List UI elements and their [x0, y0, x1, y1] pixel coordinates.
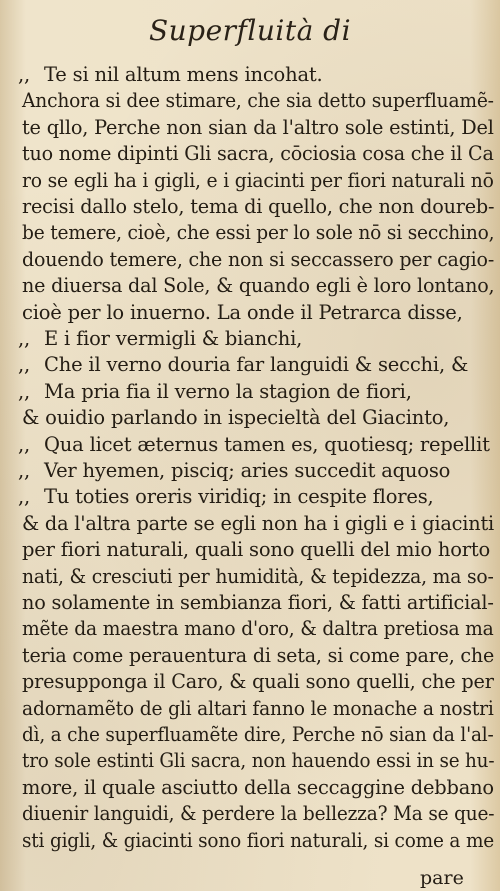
line-text: tuo nome dipinti Gli sacra, cōciosia cosa che il Ca	[22, 142, 494, 166]
line-text: mẽte da maestra mano d'oro, & daltra pretiosa ma	[22, 617, 494, 641]
text-line	[22, 775, 494, 801]
text-line	[22, 564, 494, 590]
line-text: be temere, cioè, che essi per lo sole nō si secchino,	[22, 221, 495, 245]
line-text: recisi dallo stelo, tema di quello, che non doureb-	[22, 195, 495, 218]
text-line	[22, 247, 494, 273]
quotation-mark: ,,	[18, 327, 30, 350]
quotation-mark: ,,	[18, 353, 30, 377]
line-text: ne diuersa dal Sole, & quando egli è loro lontano,	[22, 274, 495, 298]
line-text: adornamẽto de gli altari fanno le monache a nostri	[22, 696, 494, 720]
text-line	[22, 141, 494, 167]
line-text: Qua licet æternus tamen es, quotiesq; repellit	[44, 432, 490, 456]
text-line	[22, 616, 494, 642]
line-text: cioè per lo inuerno. La onde il Petrarca disse,	[22, 300, 463, 324]
quotation-mark: ,,	[18, 63, 30, 86]
text-line	[22, 537, 490, 563]
text-line	[22, 801, 494, 827]
line-text: nati, & cresciuti per humidità, & tepidezza, ma so-	[22, 564, 494, 588]
text-line	[22, 696, 494, 722]
text-line	[22, 273, 494, 299]
quotation-mark: ,,	[18, 459, 30, 482]
text-line	[22, 115, 494, 141]
text-line	[22, 300, 463, 326]
text-line	[18, 484, 434, 510]
line-text: ro se egli ha i gigli, e i giacinti per fiori naturali nō	[22, 168, 494, 192]
text-line	[22, 168, 494, 194]
text-line	[22, 405, 449, 431]
text-line	[22, 88, 494, 114]
line-text: teria come perauentura di seta, si come pare, che	[22, 643, 495, 667]
running-head: Superfluità di	[148, 14, 352, 47]
line-text: dì, a che superfluamẽte dire, Perche nō sian da l'al-	[22, 723, 494, 746]
text-line	[22, 511, 494, 537]
text-line	[22, 643, 494, 669]
line-text: presupponga il Caro, & quali sono quelli, che per	[22, 670, 494, 694]
line-text: Ma pria fia il verno la stagion de fiori,	[44, 379, 412, 403]
line-text: per fiori naturali, quali sono quelli del mio horto	[22, 538, 491, 562]
catchword: pare	[420, 867, 464, 889]
text-line	[22, 748, 494, 774]
line-text: Che il verno douria far languidi & secchi, &	[44, 353, 469, 377]
text-line	[22, 590, 494, 616]
line-text: & da l'altra parte se egli non ha i gigli e i giacinti	[22, 511, 495, 535]
line-text: tro sole estinti Gli sacra, non hauendo essi in se hu-	[22, 749, 495, 773]
line-text: Anchora si dee stimare, che sia detto superfluamẽ-	[22, 89, 494, 113]
quotation-mark: ,,	[18, 432, 30, 456]
line-text: no solamente in sembianza fiori, & fatti artificial-	[22, 591, 494, 614]
text-line	[22, 669, 494, 695]
text-line	[18, 326, 302, 352]
text-line	[22, 194, 494, 220]
line-text: te qllo, Perche non sian da l'altro sole estinti, Del	[22, 115, 494, 139]
line-text: Ver hyemen, pisciq; aries succedit aquoso	[44, 459, 451, 482]
text-line	[18, 352, 468, 378]
text-line	[18, 458, 450, 484]
text-line	[22, 722, 494, 748]
text-line	[22, 220, 494, 246]
text-line	[18, 379, 412, 405]
line-text: more, il quale asciutto della seccaggine debbano	[22, 775, 494, 799]
line-text: Te si nil altum mens incohat.	[44, 63, 323, 86]
text-line	[22, 828, 494, 854]
line-text: diuenir languidi, & perdere la bellezza? Ma se que-	[22, 802, 495, 826]
line-text: E i fior vermigli & bianchi,	[44, 327, 303, 350]
line-text: douendo temere, che non si seccassero per cagio-	[22, 247, 495, 271]
quotation-mark: ,,	[18, 485, 30, 509]
line-text: sti gigli, & giacinti sono fiori naturali, si come a me	[22, 828, 495, 852]
text-line	[18, 62, 323, 88]
text-line	[18, 432, 490, 458]
line-text: & ouidio parlando in ispecieltà del Giacinto,	[22, 406, 450, 430]
quotation-mark: ,,	[18, 379, 30, 403]
line-text: Tu toties oreris viridiq; in cespite flores,	[44, 485, 434, 509]
